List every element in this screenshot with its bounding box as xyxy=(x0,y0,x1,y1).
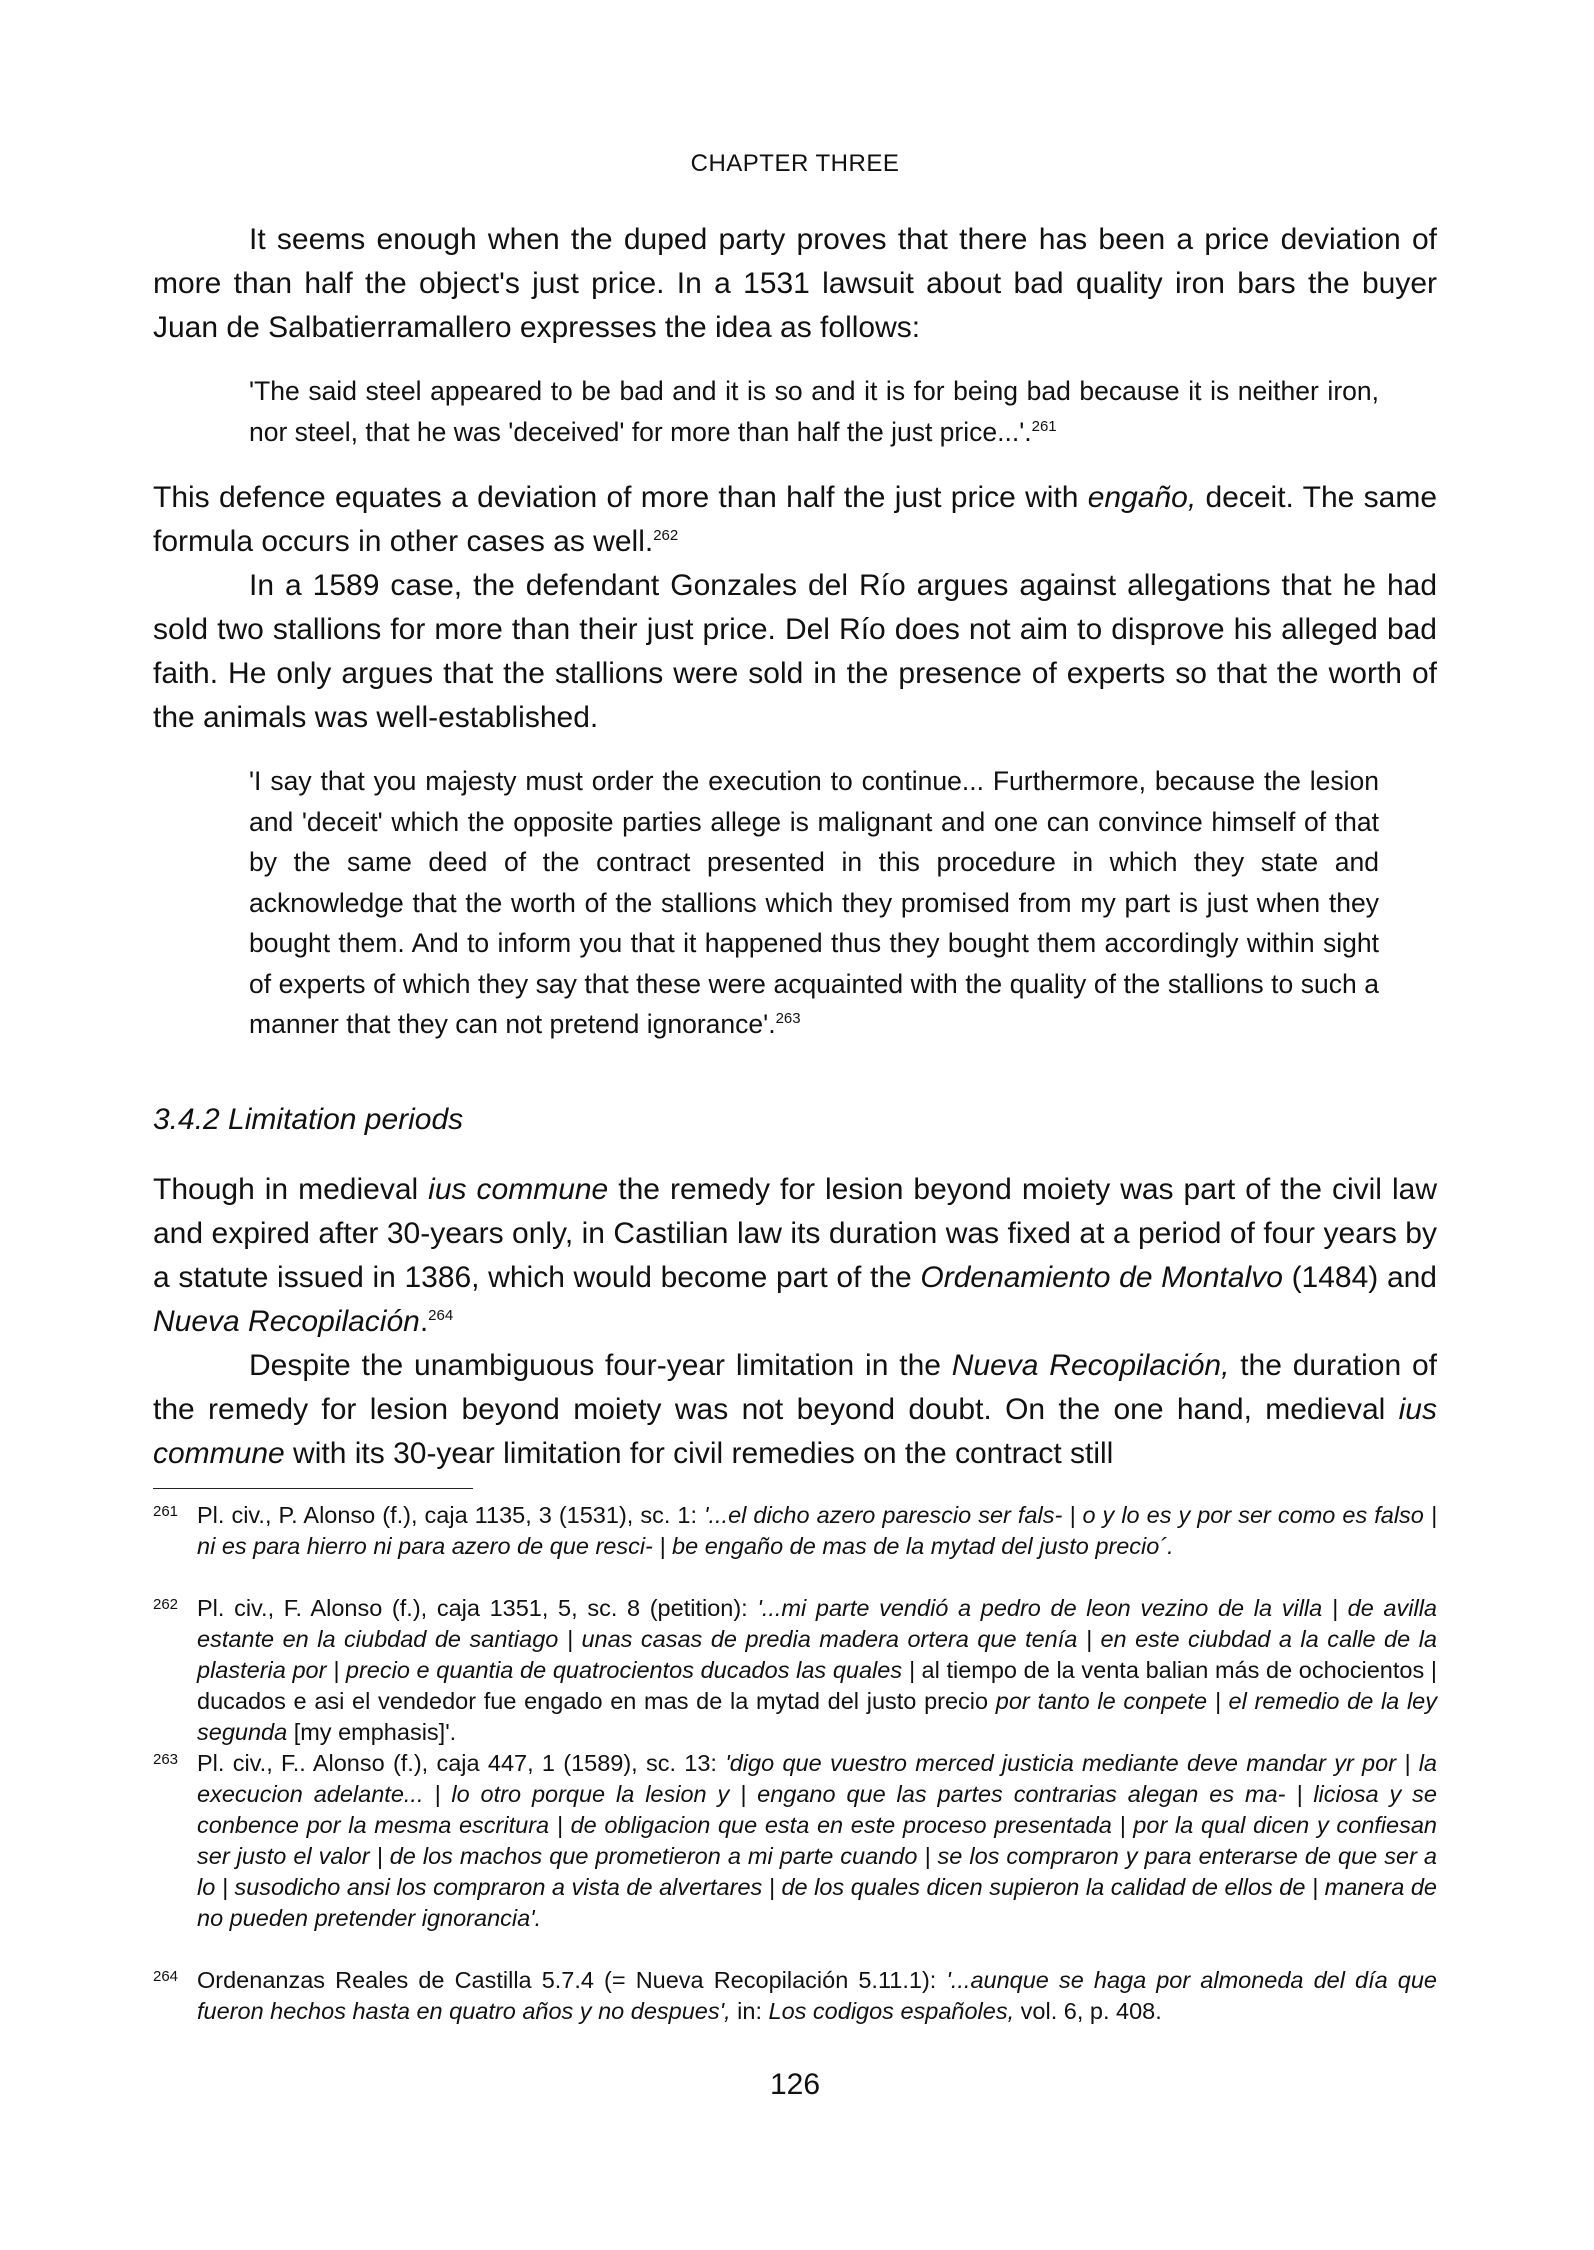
footnote-source: Ordenanzas Reales de Castilla 5.7.4 (= Nueva Recopilación 5.11.1): xyxy=(197,1967,947,1993)
paragraph-4-text-a: Though in medieval xyxy=(153,1173,429,1206)
paragraph-4-emphasis-2: Ordenamiento de Montalvo xyxy=(920,1261,1283,1294)
paragraph-4-text-b: the remedy for lesion beyond moiety was part of the civil law and expired after 30-years only, in Castilian law its duration was fixed at a period of four years by a statute issued in 1386, which would become part of the xyxy=(153,1173,1437,1294)
footnote-source: Pl. civ., P. Alonso (f.), caja 1135, 3 (1531), sc. 1: xyxy=(197,1502,704,1528)
footnote-262 xyxy=(153,1593,1437,1748)
running-header: CHAPTER THREE xyxy=(690,150,900,177)
paragraph-3 xyxy=(153,564,1437,740)
paragraph-5-emphasis-2: ius commune xyxy=(153,1393,1437,1470)
block-quote-1 xyxy=(249,371,1379,452)
footnote-text-b: in: xyxy=(730,1998,769,2024)
footnote-264 xyxy=(153,1965,1437,2027)
footnote-quote: 'digo que vuestro merced justicia mediante deve mandar yr por | la execucion adelante... | lo otro porque la lesion y | engano que las partes contrarias alegan es ma- | liciosa y se conbence por la mesma escritura | de obligacion que esta en este proceso presentada | por la qual dicen y confiesan ser justo el valor | de los machos que prometieron a mi parte cuando | se los compraron y para enterarse de que ser a lo | susodicho ansi los compraron a vista de alvertares | de los quales dicen supieron la calidad de ellos de | manera de no pueden pretender ignorancia'. xyxy=(197,1750,1437,1931)
footnote-ref-264[interactable]: 264 xyxy=(428,1307,454,1324)
paragraph-4-emphasis-1: ius commune xyxy=(428,1173,609,1206)
block-quote-2-text: 'I say that you majesty must order the execution to continue... Furthermore, because the lesion and 'deceit' which the opposite parties allege is malignant and one can convince himself of that by the same deed of the contract presented in this procedure in which they state and acknowledge that the worth of the stallions which they promised from my part is just when they bought them. And to inform you that it happened thus they bought them accordingly within sight of experts of which they say that these were acquainted with the quality of the stallions to such a manner that they can not pretend ignorance'. xyxy=(249,766,1379,1039)
page-number: 126 xyxy=(769,2068,821,2101)
paragraph-5-text-b: the duration of the remedy for lesion beyond moiety was not beyond doubt. On the one hand, medieval xyxy=(153,1349,1437,1426)
footnote-emphasis: Los codigos españoles, xyxy=(768,1998,1015,2024)
block-quote-1-text: 'The said steel appeared to be bad and it is so and it is for being bad because it is neither iron, nor steel, that he was 'deceived' for more than half the just price...'. xyxy=(249,376,1379,447)
footnote-separator xyxy=(153,1488,473,1489)
block-quote-2 xyxy=(249,761,1379,1045)
footnote-text-b: al tiempo de la venta balian más de ochocientos | ducados e asi el vendedor fue engado en mas de la mytad del justo precio xyxy=(197,1657,1437,1714)
footnote-quote: '...mi parte vendió a pedro de leon vezino de la villa | de avilla estante en la ciubdad de santiago | unas casas de predia madera ortera que tenía | en este ciubdad a la calle de la plasteria por | precio e quantia de quatrocientos ducados las quales | xyxy=(197,1595,1437,1683)
footnote-ref-261[interactable]: 261 xyxy=(1031,417,1057,435)
footnote-261 xyxy=(153,1500,1437,1562)
paragraph-3-text: In a 1589 case, the defendant Gonzales del Río argues against allegations that he had sold two stallions for more than their just price. Del Río does not aim to disprove his alleged bad faith. He only argues that the stallions were sold in the presence of experts so that the worth of the animals was well-established. xyxy=(153,569,1437,734)
paragraph-2-text-a: This defence equates a deviation of more than half the just price with xyxy=(153,481,1088,514)
paragraph-1-text: It seems enough when the duped party proves that there has been a price deviation of more than half the object's just price. In a 1531 lawsuit about bad quality iron bars the buyer Juan de Salbatierramallero expresses the idea as follows: xyxy=(153,223,1437,344)
paragraph-2-emphasis: engaño, xyxy=(1087,481,1197,514)
footnote-text xyxy=(197,1593,1437,1748)
section-heading: 3.4.2 Limitation periods xyxy=(153,1103,464,1136)
paragraph-5 xyxy=(153,1344,1437,1476)
footnote-source: Pl. civ., F. Alonso (f.), caja 1351, 5, sc. 8 (petition): xyxy=(197,1595,758,1621)
footnote-text xyxy=(197,1965,1437,2027)
paragraph-5-text-c: with its 30-year limitation for civil remedies on the contract still xyxy=(284,1437,1114,1470)
footnote-text-c: [my emphasis]'. xyxy=(287,1719,457,1745)
footnote-263 xyxy=(153,1748,1437,1934)
footnote-emphasis: por tanto le conpete | el remedio de la ley segunda xyxy=(197,1688,1437,1745)
footnote-ref-262[interactable]: 262 xyxy=(653,527,679,544)
footnote-text-c: vol. 6, p. 408. xyxy=(1014,1998,1162,2024)
paragraph-4 xyxy=(153,1168,1437,1344)
paragraph-4-text-c: (1484) and xyxy=(1282,1261,1437,1294)
footnote-number: 261 xyxy=(153,1503,179,1520)
footnote-number: 264 xyxy=(153,1968,179,1985)
paragraph-4-text-d: . xyxy=(419,1305,429,1338)
footnote-text xyxy=(197,1748,1437,1934)
footnote-text xyxy=(197,1500,1437,1562)
footnote-number: 262 xyxy=(153,1596,179,1613)
footnote-source: Pl. civ., F.. Alonso (f.), caja 447, 1 (1589), sc. 13: xyxy=(197,1750,726,1776)
footnote-number: 263 xyxy=(153,1751,179,1768)
footnote-ref-263[interactable]: 263 xyxy=(775,1010,801,1028)
paragraph-5-text-a: Despite the unambiguous four-year limitation in the xyxy=(249,1349,952,1382)
paragraph-2-text-b: deceit. The same formula occurs in other cases as well. xyxy=(153,481,1437,558)
footnote-quote: '...el dicho azero parescio ser fals- | o y lo es y por ser como es falso | ni es para hierro ni para azero de que resci- | be engaño de mas de la mytad del justo precio´. xyxy=(197,1502,1437,1559)
paragraph-4-emphasis-3: Nueva Recopilación xyxy=(153,1305,420,1338)
paragraph-2 xyxy=(153,476,1437,564)
footnote-quote: '...aunque se haga por almoneda del día que fueron hechos hasta en quatro años y no despues', xyxy=(197,1967,1437,2024)
paragraph-1 xyxy=(153,218,1437,350)
paragraph-5-emphasis-1: Nueva Recopilación, xyxy=(951,1349,1230,1382)
